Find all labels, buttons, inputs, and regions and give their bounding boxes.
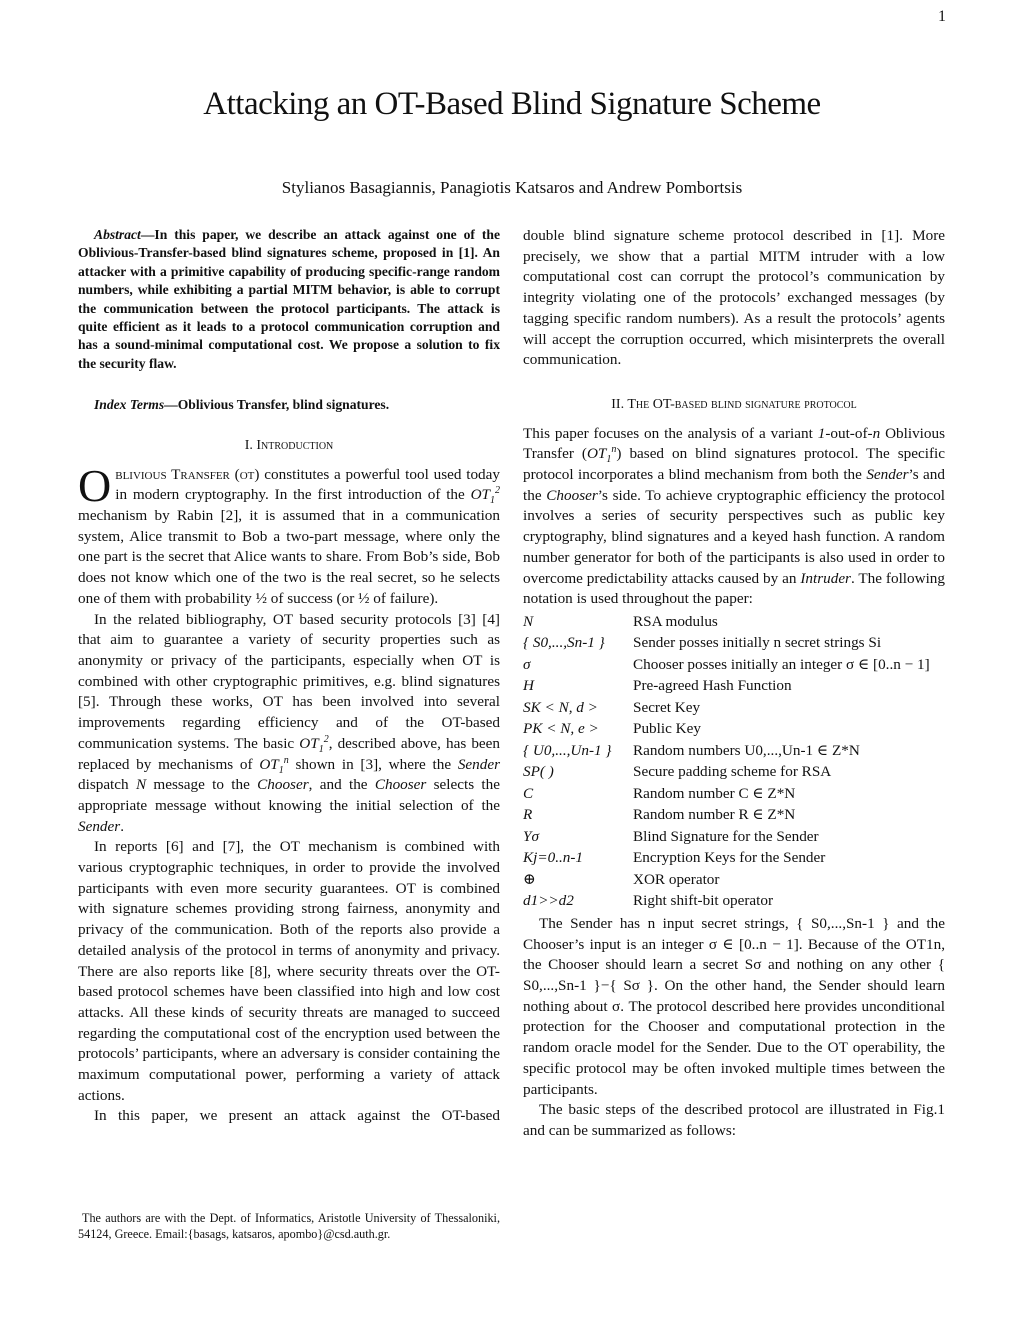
math-ot — [470, 485, 500, 507]
term-sender: Sender — [457, 755, 500, 773]
notation-row — [523, 761, 945, 783]
intro-paragraph-2 — [78, 610, 500, 838]
text-span: message to the — [146, 776, 258, 794]
notation-symbol: H — [523, 677, 534, 695]
notation-symbol: R — [523, 806, 533, 824]
notation-row — [523, 890, 945, 912]
text-span: This paper focuses on the analysis of a variant — [523, 424, 818, 442]
math-one: 1 — [817, 424, 826, 442]
notation-description: Blind Signature for the Sender — [633, 827, 819, 845]
index-terms-text: —Oblivious Transfer, blind signatures. — [164, 397, 390, 413]
notation-row — [523, 847, 945, 869]
text-span: , described above, has been replaced by mechanisms of — [78, 734, 500, 773]
left-column — [78, 226, 500, 1127]
protocol-paragraph-1 — [523, 424, 945, 610]
notation-row — [523, 632, 945, 654]
math-ot-base: OT — [259, 755, 279, 773]
page-number: 1 — [938, 8, 946, 25]
math-sub: 1 — [490, 495, 495, 507]
notation-symbol: SK < N, d > — [523, 698, 598, 716]
notation-description: Sender posses initially n secret strings Si — [633, 634, 882, 652]
notation-symbol: PK < N, e > — [523, 720, 599, 738]
protocol-paragraph-3: The basic steps of the described protocol are illustrated in Fig.1 and can be summarized as follows: — [523, 1101, 945, 1139]
index-terms-label: Index Terms — [94, 397, 165, 413]
notation-symbol: C — [523, 784, 534, 802]
notation-symbol: Kj=0..n-1 — [523, 849, 584, 867]
text-span: , and the — [308, 776, 375, 794]
math-ot-base: OT — [299, 734, 319, 752]
notation-description: Random numbers U0,...,Un-1 ∈ Z*N — [633, 741, 860, 759]
math-sup: n — [283, 754, 289, 766]
term-chooser: Chooser — [374, 776, 427, 794]
notation-description: Secret Key — [633, 698, 701, 716]
math-sup: 2 — [323, 733, 329, 745]
notation-symbol: SP( ) — [523, 763, 554, 781]
section-heading-protocol: II. The OT-based blind signature protocol — [611, 396, 857, 412]
notation-description: Pre-agreed Hash Function — [633, 677, 792, 695]
math-sup: n — [611, 444, 617, 456]
section-heading-introduction: I. Introduction — [244, 437, 334, 453]
math-sub: 1 — [318, 743, 324, 755]
term-sender: Sender — [866, 466, 909, 484]
text-span: selects the appropriate message without knowing the initial selection of the — [78, 776, 500, 814]
notation-row — [523, 740, 945, 762]
dropcap: O — [78, 459, 112, 511]
intro-paragraph-3: In reports [6] and [7], the OT mechanism is combined with various cryptographic techniques, in order to provide the involved participants with even more security guarantees. OT is combined with signature schemes providing strong fairness, anonymity and privacy of the communication. Both of the reports also provide a detailed analysis of the protocol in terms of anonymity and privacy. There are also reports like [8], where security threats over the OT-based protocol schemes have been classified into high and low cost attacks. All these kinds of security threats are managed to succeed regarding the computational cost of the encryption used between the protocols’ participants, where an adversary is consider containing the maximum computational power, performing a variety of attack actions. — [78, 838, 500, 1104]
math-ot-base: OT — [586, 445, 607, 463]
notation-description: Encryption Keys for the Sender — [633, 849, 826, 867]
math-sub: 1 — [606, 454, 612, 466]
notation-symbol: { U0,...,Un-1 } — [523, 741, 612, 759]
notation-symbol: d1>>d2 — [523, 892, 574, 910]
notation-row — [523, 675, 945, 697]
notation-description: Chooser posses initially an integer σ ∈ [0..n − 1] — [633, 655, 930, 673]
math-ot — [586, 444, 617, 466]
author-list: Stylianos Basagiannis, Panagiotis Katsaros and Andrew Pombortsis — [281, 178, 743, 197]
notation-description: Secure padding scheme for RSA — [633, 763, 832, 781]
intro-paragraph-5: double blind signature scheme protocol described in [1]. More precisely, we show that a partial MITM intruder with a low computational cost can corrupt the protocol’s communication by integrity violating one of the protocols’ exchanged messages (by tagging specific random numbers). As a result the protocols’ agents will accept the corruption occurred, which misinterprets the overall communication. — [523, 227, 945, 369]
notation-row — [523, 783, 945, 805]
notation-description: XOR operator — [633, 870, 720, 888]
text-span: mechanism by Rabin [2], it is assumed that in a communication system, Alice transmit to Bob a two-part message, where only the one part is the secret that Alice wants to share. From Bob’s side, Bob does not know which one of the two is the real secret, so he selects one of them with probability ½ of success (or ½ of failure). — [78, 507, 500, 607]
text-span: . — [120, 817, 124, 835]
notation-description: RSA modulus — [633, 612, 718, 630]
notation-symbol: Yσ — [523, 827, 539, 845]
text-span: Oblivious Transfer ( — [523, 424, 945, 463]
term-intruder: Intruder — [800, 569, 851, 587]
notation-description: Right shift-bit operator — [633, 892, 774, 910]
intro-paragraph-4: In this paper, we present an attack against the OT-based — [94, 1107, 500, 1125]
notation-symbol: ⊕ — [523, 870, 536, 888]
notation-row — [523, 654, 945, 676]
index-terms — [78, 395, 500, 416]
notation-description: Random number R ∈ Z*N — [633, 806, 796, 824]
text-span: ) based on blind signatures protocol. The specific protocol incorporates a blind mechanism from both the — [523, 445, 945, 484]
math-ot-base: OT — [470, 486, 490, 504]
abstract — [78, 226, 500, 373]
text-span: dispatch — [78, 776, 136, 794]
text-span: constitutes a powerful tool used today in modern cryptography. In the first introduction of the — [115, 465, 500, 504]
abstract-text: —In this paper, we describe an attack against one of the Oblivious-Transfer-based blind signatures scheme, proposed in [1]. An attacker with a primitive capability of producing specific-range random numbers, while exhibiting a partial MITM behavior, is able to corrupt the communication between the protocol participants. The attack is quite efficient as it leads to a protocol communication corruption and has a sound-minimal computational cost. We propose a solution to fix the security flaw. — [78, 227, 500, 371]
math-n: n — [872, 424, 881, 442]
notation-row — [523, 611, 945, 633]
intro-lead-smallcaps: blivious Transfer (ot) — [115, 465, 260, 483]
text-span: shown in [3], where the — [288, 755, 458, 773]
text-span: -out-of- — [825, 424, 873, 442]
notation-description: Random number C ∈ Z*N — [633, 784, 796, 802]
notation-row — [523, 718, 945, 740]
intro-paragraph-1 — [78, 459, 500, 610]
text-span: . The following notation is used throughout the paper: — [523, 569, 945, 608]
math-ot — [259, 754, 289, 776]
notation-symbol: { S0,...,Sn-1 } — [523, 634, 605, 652]
term-chooser: Chooser — [257, 776, 309, 794]
math-sup: 2 — [495, 485, 500, 497]
notation-description: Public Key — [633, 720, 701, 738]
author-affiliation-footnote: The authors are with the Dept. of Informatics, Aristotle University of Thessaloniki, 54124, Greece. Email:{basags, katsaros, apombo}@csd.auth.gr. — [78, 1211, 500, 1241]
term-sender: Sender — [78, 817, 121, 835]
math-n: N — [135, 776, 147, 794]
right-column — [523, 226, 945, 1142]
notation-table — [523, 611, 945, 912]
notation-row — [523, 826, 945, 848]
text-span: ’s and the — [523, 466, 945, 504]
notation-row — [523, 804, 945, 826]
term-chooser: Chooser — [546, 486, 598, 504]
notation-symbol: σ — [523, 655, 531, 673]
notation-row — [523, 697, 945, 719]
protocol-paragraph-2: The Sender has n input secret strings, { S0,...,Sn-1 } and the Chooser’s input is an integer σ ∈ [0..n − 1]. Because of the OT1n, the Chooser should learn a secret Sσ and nothing on any other { S0,...,Sn-1 }−{ Sσ }. On the other hand, the Sender should learn nothing about σ. The protocol described here provides unconditional protection for the Chooser and computational protection in the random oracle model for the Sender. Due to the OT operability, the specific protocol may be often invoked multiple times between the participants. — [523, 914, 945, 1098]
notation-symbol: N — [523, 612, 534, 630]
abstract-label: Abstract — [94, 227, 141, 242]
paper-title: Attacking an OT-Based Blind Signature Scheme — [203, 86, 821, 122]
math-ot — [299, 733, 329, 755]
notation-row — [523, 869, 945, 891]
text-span: In the related bibliography, OT based security protocols [3] [4] that aim to guarantee a variety of security properties such as anonymity or privacy of the participants, especially when OT is combined with other cryptographic primitives, e.g. blind signatures [5]. Through these works, OT has been involved into several improvements regarding efficiency and of the OT-based communication systems. The basic — [78, 610, 500, 752]
text-span: ’s side. To achieve cryptographic efficiency the protocol involves a series of security perspectives such as public key cryptography, blind signatures and a keyed hash function. A random number generator for both of the participants is also used in order to overcome predictability attacks caused by an — [523, 486, 946, 587]
math-sub: 1 — [278, 764, 284, 776]
